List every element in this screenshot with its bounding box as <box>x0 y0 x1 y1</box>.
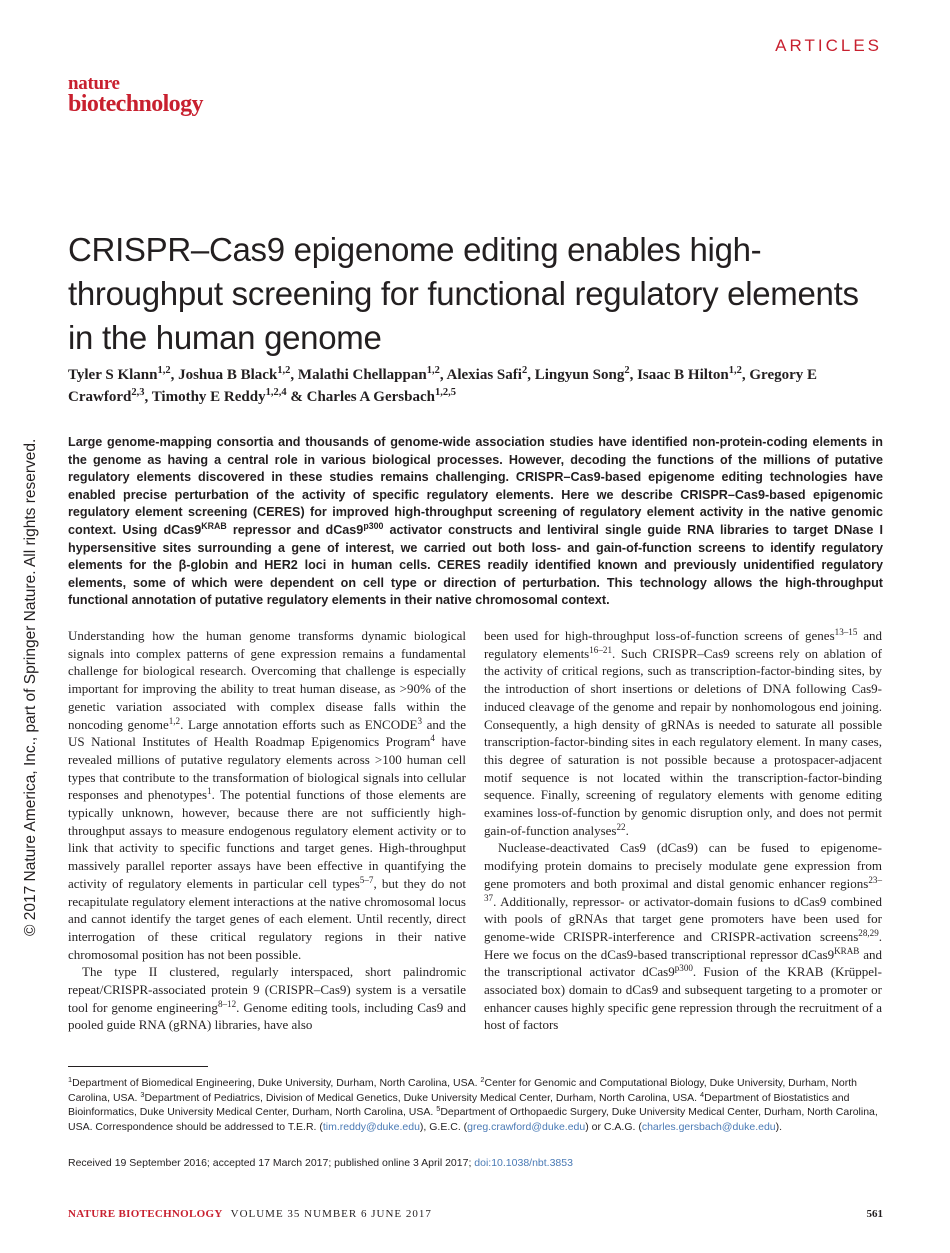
author-name: Charles A Gersbach <box>306 389 435 405</box>
page-footer <box>68 1207 883 1221</box>
superscript: 4 <box>700 1089 705 1099</box>
footnote-divider <box>68 1066 208 1067</box>
body-paragraph: been used for high-throughput loss-of-function screens of genes$^{13-15}$ and regulatory elements$^{16-21}$. Such CRISPR–Cas9 screens rely on ablation of the activity of critical regions, such as transcription-factor-binding sites, by the introduction of short insertions or deletions of DNA following Cas9-induced cleavage of the genome and repair by nonhomologous end joining. Consequently, a high density of gRNAs is needed to saturate all possible transcription-factor-binding sites in each regulatory element. In many cases, this degree of saturation is not possible because a protospacer-adjacent motif sequence is not located within the transcription-factor-binding sequence. Finally, screening of regulatory elements with genome editing examines loss-of-function by genomic disruption only, and does not permit gain-of-function analyses$^{22}$. <box>484 627 882 838</box>
doi-link[interactable]: doi:10.1038/nbt.3853 <box>474 1157 573 1169</box>
affiliations: $^1$Department of Biomedical Engineering, Duke University, Durham, North Carolina, USA. $^2$Center for Genomic and Computational Biology, Duke University, Durham, North Carolina, USA. $^3$Department of Pediatrics, Division of Medical Genetics, Duke University Medical Center, Durham, North Carolina, USA. $^4$Department of Biostatistics and Bioinformatics, Duke University Medical Center, Durham, North Carolina, USA. $^5$Department of Orthopaedic Surgery, Duke University Medical Center, Durham, North Carolina, USA. Correspondence should be addressed to T.E.R. (tim.reddy@duke.edu), G.E.C. (greg.crawford@duke.edu) or C.A.G. (charles.gersbach@duke.edu). <box>68 1074 878 1133</box>
superscript: 8–12 <box>217 998 237 1009</box>
superscript: 2 <box>480 1074 485 1084</box>
superscript: 13–15 <box>834 627 858 637</box>
body-paragraph: The type II clustered, regularly interspaced, short palindromic repeat/CRISPR-associated protein 9 (CRISPR–Cas9) system is a versatile tool for genome engineering$^{8-12}$. Genome editing tools, including Cas9 and pooled guide RNA (gRNA) libraries, have also <box>68 964 466 1033</box>
superscript: 4 <box>430 733 435 744</box>
logo-line-nature: nature <box>68 73 120 94</box>
author-name: Alexias Safi <box>446 367 522 383</box>
journal-logo <box>68 73 203 117</box>
body-paragraph: Understanding how the human genome transforms dynamic biological signals into complex patterns of gene expression remains a fundamental challenge for biological research. Overcoming that challenge is especially important for improving the ability to treat human disease, as >90% of the genetic variation associated with complex disease falls within the noncoding genome$^{1,2}$. Large annotation efforts such as ENCODE$^3$ and the US National Institutes of Health Roadmap Epigenomics Program$^4$ have revealed millions of putative regulatory elements across >100 human cell types that contribute to the transformation of biological signals into cellular responses and phenotypes$^1$. The potential functions of those elements are typically unknown, however, because there are not sufficiently high-throughput assays to measure endogenous regulatory element activity or to link that activity to specific functions and target genes. High-throughput massively parallel reporter assays have been effective in quantifying the activity of regulatory elements in particular cell types$^{5-7}$, but they do not recapitulate regulatory element interactions at the native chromosomal locus and cannot identify the target genes of each element. Until recently, direct interrogation of these critical regulatory regions in their native chromosomal position has not been possible. <box>68 628 466 962</box>
author-name: Lingyun Song <box>534 367 625 383</box>
body-column-right <box>484 627 882 1034</box>
article-title: CRISPR–Cas9 epigenome editing enables high-throughput screening for functional regulatory elements in the human genome <box>68 231 859 356</box>
superscript: 28,29 <box>858 927 879 938</box>
author-name: Gregory E Crawford <box>68 367 818 405</box>
author-name: Malathi Chellappan <box>297 367 427 383</box>
author-affiliation-marker: 2 <box>521 365 528 377</box>
author-affiliation-marker: 2 <box>624 365 630 377</box>
page-number: 561 <box>866 1208 883 1220</box>
author-name: Tyler S Klann <box>68 367 158 383</box>
author-affiliation-marker: 1,2 <box>157 365 171 377</box>
superscript: 23–37 <box>484 874 882 903</box>
author-affiliation-marker: 1,2,5 <box>434 387 456 399</box>
superscript: 1,2 <box>168 715 181 726</box>
superscript: p300 <box>674 963 693 974</box>
superscript: 16–21 <box>589 644 612 655</box>
author-affiliation-marker: 1,2 <box>426 365 440 377</box>
superscript: 3 <box>140 1089 145 1099</box>
email-link[interactable]: charles.gersbach@duke.edu <box>641 1120 776 1133</box>
author-affiliation-marker: 1,2 <box>277 365 291 377</box>
superscript: KRAB <box>834 945 860 956</box>
abstract: Large genome-mapping consortia and thousands of genome-wide association studies have identified non-protein-coding elements in the genome as having a central role in various biological processes. However, decoding the functions of the millions of putative regulatory elements discovered in these studies remains challenging. CRISPR–Cas9-based epigenome editing technologies have enabled precise perturbation of the activity of specific regulatory elements. Here we describe CRISPR–Cas9-based epigenomic regulatory element screening (CERES) for improved high-throughput screening of regulatory element activity in the native genomic context. Using $dCas9^{KRAB}$ repressor and $dCas9^{p300}$ activator constructs and lentiviral single guide RNA libraries to target DNase I hypersensitive sites surrounding a gene of interest, we carried out both loss- and gain-of-function screens to identify regulatory elements for the β-globin and HER2 loci in human cells. CERES readily identified known and previously unidentified regulatory elements, some of which were dependent on cell type or direction of perturbation. This technology allows the high-throughput functional annotation of putative regulatory elements in their native chromosomal context. <box>68 435 883 608</box>
superscript: KRAB <box>201 521 227 532</box>
section-label: ARTICLES <box>775 36 882 55</box>
author-name: Isaac B Hilton <box>637 367 729 383</box>
superscript: 1 <box>207 786 212 797</box>
author-affiliation-marker: 1,2 <box>728 365 742 377</box>
body-paragraph: Nuclease-deactivated Cas9 (dCas9) can be fused to epigenome-modifying protein domains to precisely modulate gene expression from gene promoters and both proximal and distal genomic enhancer regions$^{23-37}$. Additionally, repressor- or activator-domain fusions to dCas9 combined with pools of gRNAs that target gene promoters have been used for genome-wide CRISPR-interference and CRISPR-activation screens$^{28,29}$. Here we focus on the dCas9-based transcriptional repressor $dCas9^{KRAB}$ and the transcriptional activator $dCas9^{p300}$. Fusion of the KRAB (Krüppel-associated box) domain to dCas9 and subsequent targeting to a promoter or enhancer causes highly specific gene repression through the recruitment of a host of factors <box>484 840 882 1033</box>
superscript: 1 <box>68 1074 73 1084</box>
logo-line-biotechnology: biotechnology <box>68 91 203 117</box>
author-name: Timothy E Reddy <box>151 389 266 405</box>
superscript: 5 <box>436 1103 441 1113</box>
received-text: Received 19 September 2016; accepted 17 March 2017; published online 3 April 2017; <box>68 1157 475 1169</box>
email-link[interactable]: greg.crawford@duke.edu <box>467 1120 586 1133</box>
author-list: Tyler S Klann$^{1,2}$, Joshua B Black$^{1,2}$, Malathi Chellappan$^{1,2}$, Alexias Safi$^2$, Lingyun Song$^2$, Isaac B Hilton$^{1,2}$, Gregory E Crawford$^{2,3}$, Timothy E Reddy$^{1,2,4}$ & Charles A Gersbach$^{1,2,5}$ <box>68 365 818 405</box>
email-link[interactable]: tim.reddy@duke.edu <box>322 1120 420 1133</box>
author-affiliation-marker: 1,2,4 <box>265 387 287 399</box>
superscript: p300 <box>363 521 384 532</box>
received-dates <box>68 1156 883 1170</box>
footer-volume-info: VOLUME 35 NUMBER 6 JUNE 2017 <box>230 1208 432 1220</box>
author-affiliation-marker: 2,3 <box>131 387 145 399</box>
superscript: 22 <box>616 821 626 832</box>
superscript: 5–7 <box>359 874 374 885</box>
copyright-notice: © 2017 Nature America, Inc., part of Springer Nature. All rights reserved. <box>22 438 39 936</box>
superscript: 3 <box>417 715 422 726</box>
footer-journal-name: NATURE BIOTECHNOLOGY <box>68 1208 223 1220</box>
body-column-left <box>68 627 466 1034</box>
author-name: Joshua B Black <box>178 367 278 383</box>
